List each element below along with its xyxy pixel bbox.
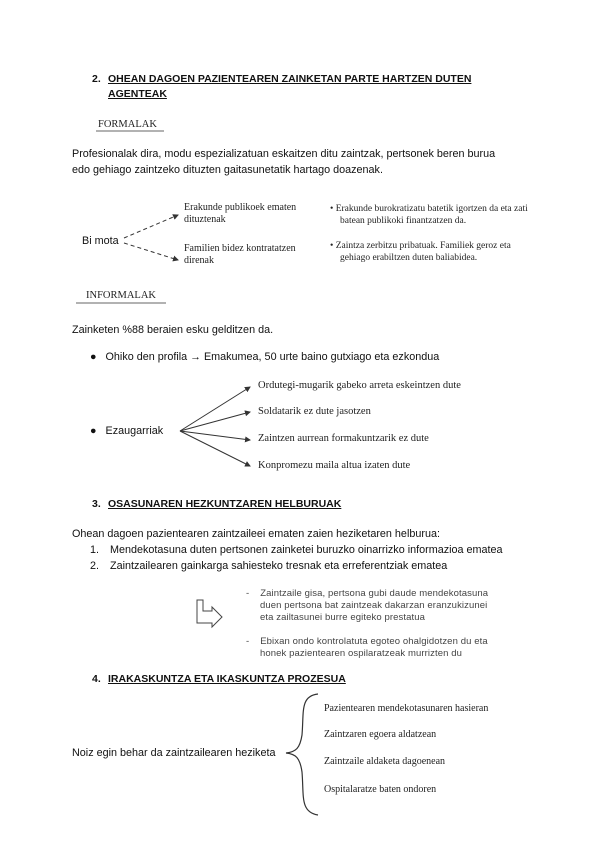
bullet-icon: ● (90, 351, 106, 363)
formalak-note-public (330, 203, 528, 227)
section3-intro: Ohean dagoen pazientearen zaintzaileei ematen zaien heziketaren helburua: (72, 528, 440, 540)
branch1-line2: dituztenak (184, 214, 226, 225)
bullet-dot: • (330, 241, 336, 251)
ezaug-arrow-1 (180, 387, 250, 431)
bi-mota-label: Bi mota (82, 235, 119, 247)
s3-note1-line2: duen pertsona bat zaintzeak dakarzan eranzukizunei (260, 600, 488, 611)
formalak-note-family (330, 240, 511, 264)
ezaug-arrow-4 (180, 431, 250, 466)
bimota-arrow-up (124, 215, 178, 238)
moment-item: Zaintzaren egoera aldatzean (324, 729, 437, 740)
note2-line1: Zaintza zerbitzu pribatuak. Familiek geroz eta (335, 241, 511, 251)
characteristic-item: Ordutegi-mugarik gabeko arreta eskeintzen dute (258, 380, 461, 391)
dash-bullet: - (246, 588, 261, 599)
section2-heading-cont (108, 88, 167, 100)
section2-number: 2. (92, 73, 101, 85)
formalak-heading: FORMALAK (98, 119, 157, 130)
note2-line2: gehiago erabiltzen duten baliabidea. (340, 253, 478, 263)
section4-question: Noiz egin behar da zaintzailearen heziketa (72, 747, 276, 759)
characteristic-item: Konpromezu maila altua izaten dute (258, 460, 411, 471)
section2-title-line1: OHEAN DAGOEN PAZIENTEAREN ZAINKETAN PARTE HARTZEN DUTEN (108, 73, 472, 85)
objective-item (90, 542, 503, 558)
branch1-line1: Erakunde publikoek ematen (184, 202, 297, 213)
section3-title: OSASUNAREN HEZKUNTZAREN HELBURUAK (108, 498, 342, 510)
informalak-heading: INFORMALAK (86, 290, 157, 301)
section4-title: IRAKASKUNTZA ETA IKASKUNTZA PROZESUA (108, 673, 346, 685)
section3-heading (92, 498, 341, 510)
characteristic-item: Soldatarik ez dute jasotzen (258, 406, 371, 417)
section3-note-1 (246, 588, 488, 624)
s3-note1-line3: eta zailtasunei burre egiteko prestatua (260, 612, 425, 623)
ezaugarriak-bullet (90, 423, 163, 439)
formalak-desc-line1: Profesionalak dira, modu espezializatuan eskaitzen ditu zaintzak, pertsonek beren burua (72, 148, 496, 160)
profile-bullet (90, 349, 439, 365)
section3-number: 3. (92, 498, 101, 510)
moment-item: Zaintzaile aldaketa dagoenean (324, 756, 446, 767)
section4-number: 4. (92, 673, 101, 685)
ezaug-arrow-2 (180, 412, 250, 431)
note1-line1: Erakunde burokratizatu batetik igortzen da eta zati (335, 204, 528, 214)
section2-title-line2: AGENTEAK (108, 88, 167, 100)
ezaugarriak-text: Ezaugarriak (105, 425, 164, 437)
bimota-arrow-down (124, 243, 178, 260)
objective-text: Zaintzailearen gainkarga sahiesteko tresnak eta erreferentziak ematea (110, 560, 448, 572)
characteristic-item: Zaintzen aurrean formakuntzarik ez dute (258, 433, 429, 444)
formalak-desc-line2: edo gehiago zaintzeko dituzten gaitasunetatik hartago doazenak. (72, 164, 383, 176)
objective-number: 2. (90, 560, 100, 572)
s3-note1-line1: Zaintzaile gisa, pertsona gubi daude mendekotasuna (260, 588, 489, 599)
branch2-line1: Familien bidez kontratatzen (184, 243, 296, 254)
objective-number: 1. (90, 544, 100, 556)
moment-item: Ospitalaratze baten ondoren (324, 784, 437, 795)
formalak-branch-family (184, 243, 296, 267)
section3-note-2 (246, 636, 488, 660)
dash-bullet: - (246, 636, 261, 647)
moment-item: Pazientearen mendekotasunaren hasieran (324, 703, 489, 714)
informalak-intro: Zainketen %88 beraien esku gelditzen da. (72, 324, 274, 336)
curly-brace (286, 694, 318, 815)
objective-text: Mendekotasuna duten pertsonen zainketei buruzko oinarrizko informazioa ematea (110, 544, 503, 556)
formalak-branch-public (184, 202, 296, 226)
s3-note2-line1: Ebixan ondo kontrolatuta egoteo ohalgidotzen du eta (260, 636, 488, 647)
note1-line2: batean publikoki finantzatzen da. (340, 216, 467, 226)
objective-item (90, 558, 447, 574)
return-arrow-icon (197, 600, 222, 627)
bullet-dot: • (330, 204, 336, 214)
ezaug-arrow-3 (180, 431, 250, 440)
s3-note2-line2: honek pazientearen ospilaratzeak murrizten du (260, 648, 463, 659)
bullet-icon: ● (90, 425, 106, 437)
section4-heading (92, 673, 346, 685)
branch2-line2: direnak (184, 255, 214, 266)
profile-text: Ohiko den profila → Emakumea, 50 urte baino gutxiago eta ezkondua (105, 351, 440, 363)
section2-heading (92, 73, 471, 85)
